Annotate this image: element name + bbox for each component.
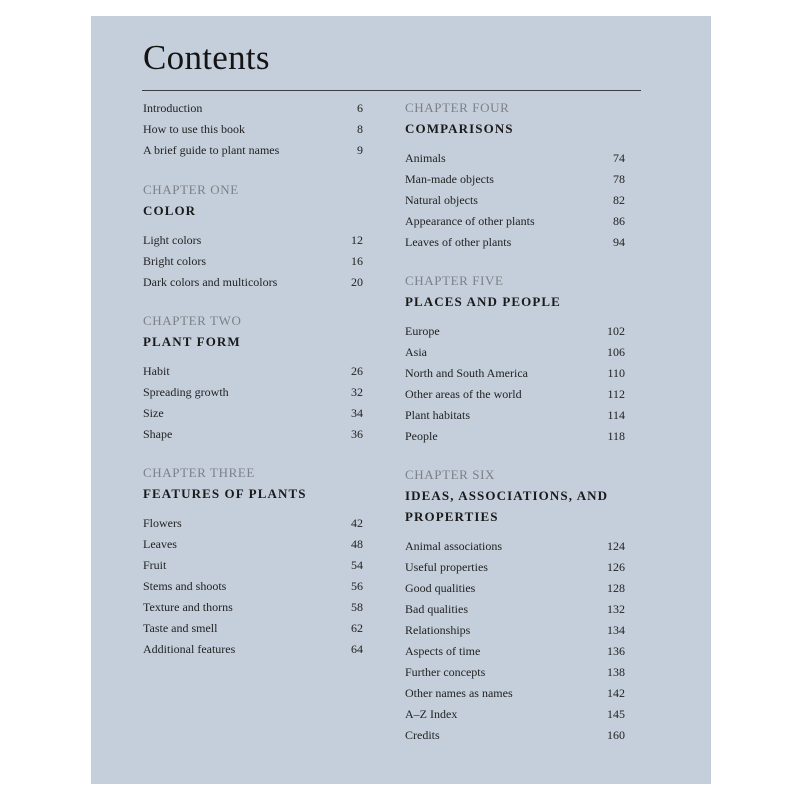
toc-entry[interactable] — [143, 639, 363, 660]
chapter-title[interactable]: IDEAS, ASSOCIATIONS, AND PROPERTIES — [405, 488, 609, 524]
entry-label: Natural objects — [405, 193, 478, 207]
toc-entry[interactable] — [405, 620, 625, 641]
chapter-title[interactable]: FEATURES OF PLANTS — [143, 486, 307, 501]
toc-entry[interactable] — [143, 119, 363, 140]
toc-entry[interactable] — [143, 403, 363, 424]
entry-label: Other names as names — [405, 686, 513, 700]
entry-label: Further concepts — [405, 665, 486, 679]
entry-page: 132 — [607, 602, 625, 616]
toc-entry[interactable] — [143, 424, 363, 445]
entry-page: 36 — [351, 427, 363, 441]
entry-page: 86 — [613, 214, 625, 228]
entry-label: Animal associations — [405, 539, 502, 553]
toc-entry[interactable] — [405, 599, 625, 620]
chapter-label: CHAPTER TWO — [143, 313, 242, 328]
entry-label: Animals — [405, 151, 446, 165]
chapter-three-section — [143, 463, 363, 660]
entry-label: Leaves — [143, 537, 177, 551]
spacer — [143, 161, 363, 180]
entry-label: Europe — [405, 324, 440, 338]
entry-label: Appearance of other plants — [405, 214, 535, 228]
toc-entry[interactable] — [143, 597, 363, 618]
toc-entry[interactable] — [405, 190, 625, 211]
entry-label: A–Z Index — [405, 707, 458, 721]
entry-page: 114 — [607, 408, 625, 422]
entry-page: 82 — [613, 193, 625, 207]
entry-page: 110 — [607, 366, 625, 380]
entry-label: Additional features — [143, 642, 236, 656]
entry-page: 136 — [607, 644, 625, 658]
entry-label: How to use this book — [143, 122, 245, 136]
toc-entry[interactable] — [143, 555, 363, 576]
entry-label: Dark colors and multicolors — [143, 275, 278, 289]
entry-label: Plant habitats — [405, 408, 470, 422]
front-matter-list — [143, 98, 363, 161]
spacer — [143, 445, 363, 463]
toc-entry[interactable] — [405, 683, 625, 704]
entry-page: 142 — [607, 686, 625, 700]
toc-entry[interactable] — [405, 363, 625, 384]
toc-entry[interactable] — [143, 230, 363, 251]
toc-entry[interactable] — [143, 272, 363, 293]
toc-entry[interactable] — [143, 513, 363, 534]
toc-entry[interactable] — [405, 232, 625, 253]
entry-label: Other areas of the world — [405, 387, 522, 401]
entry-label: Fruit — [143, 558, 167, 572]
toc-entry[interactable] — [405, 342, 625, 363]
entry-page: 118 — [607, 429, 625, 443]
toc-entry[interactable] — [143, 534, 363, 555]
toc-entry[interactable] — [405, 557, 625, 578]
entry-label: Shape — [143, 427, 173, 441]
entry-label: Texture and thorns — [143, 600, 233, 614]
entry-label: Taste and smell — [143, 621, 218, 635]
toc-entry[interactable] — [405, 211, 625, 232]
chapter-label: CHAPTER SIX — [405, 467, 496, 482]
entry-label: Bright colors — [143, 254, 206, 268]
entry-label: Asia — [405, 345, 427, 359]
entry-label: Good qualities — [405, 581, 476, 595]
entry-page: 62 — [351, 621, 363, 635]
toc-entry[interactable] — [143, 361, 363, 382]
entry-page: 9 — [357, 143, 363, 157]
entry-page: 134 — [607, 623, 625, 637]
chapter-one-section — [143, 180, 363, 293]
chapter-two-section — [143, 311, 363, 445]
toc-right-column — [405, 98, 625, 746]
entry-page: 54 — [351, 558, 363, 572]
entry-label: A brief guide to plant names — [143, 143, 280, 157]
entry-page: 56 — [351, 579, 363, 593]
chapter-title[interactable]: COLOR — [143, 203, 197, 218]
toc-entry[interactable] — [405, 405, 625, 426]
toc-entry[interactable] — [143, 618, 363, 639]
entry-page: 8 — [357, 122, 363, 136]
entry-label: Stems and shoots — [143, 579, 227, 593]
entry-page: 64 — [351, 642, 363, 656]
entry-page: 145 — [607, 707, 625, 721]
entry-label: Habit — [143, 364, 170, 378]
toc-entry[interactable] — [405, 148, 625, 169]
entry-page: 48 — [351, 537, 363, 551]
entry-label: Spreading growth — [143, 385, 229, 399]
entry-page: 126 — [607, 560, 625, 574]
entry-page: 124 — [607, 539, 625, 553]
entry-page: 16 — [351, 254, 363, 268]
chapter-five-section — [405, 271, 625, 447]
entry-page: 102 — [607, 324, 625, 338]
entry-page: 78 — [613, 172, 625, 186]
entry-page: 34 — [351, 406, 363, 420]
entry-label: Useful properties — [405, 560, 488, 574]
toc-entry[interactable] — [405, 662, 625, 683]
toc-entry[interactable] — [405, 169, 625, 190]
chapter-six-section — [405, 465, 625, 746]
chapter-title[interactable]: COMPARISONS — [405, 121, 514, 136]
chapter-label: CHAPTER FOUR — [405, 100, 510, 115]
entry-label: Credits — [405, 728, 440, 742]
title-divider — [142, 90, 641, 91]
entry-label: Aspects of time — [405, 644, 481, 658]
toc-entry[interactable] — [143, 140, 363, 161]
toc-entry[interactable] — [405, 578, 625, 599]
entry-page: 6 — [357, 101, 363, 115]
toc-left-column — [143, 98, 363, 660]
toc-entry[interactable] — [405, 536, 625, 557]
toc-entry[interactable] — [405, 426, 625, 447]
toc-entry[interactable] — [143, 576, 363, 597]
entry-label: Relationships — [405, 623, 471, 637]
toc-entry[interactable] — [143, 98, 363, 119]
entry-page: 32 — [351, 385, 363, 399]
toc-entry[interactable] — [405, 321, 625, 342]
entry-page: 106 — [607, 345, 625, 359]
entry-page: 20 — [351, 275, 363, 289]
entry-page: 128 — [607, 581, 625, 595]
chapter-four-section — [405, 98, 625, 253]
toc-entry[interactable] — [405, 384, 625, 405]
toc-entry[interactable] — [405, 641, 625, 662]
entry-label: Light colors — [143, 233, 202, 247]
chapter-title[interactable]: PLANT FORM — [143, 334, 241, 349]
chapter-label: CHAPTER ONE — [143, 182, 239, 197]
entry-page: 94 — [613, 235, 625, 249]
contents-page — [91, 16, 711, 784]
spacer — [405, 447, 625, 465]
entry-label: North and South America — [405, 366, 528, 380]
chapter-label: CHAPTER FIVE — [405, 273, 504, 288]
chapter-label: CHAPTER THREE — [143, 465, 255, 480]
entry-label: People — [405, 429, 438, 443]
entry-page: 12 — [351, 233, 363, 247]
spacer — [405, 253, 625, 271]
entry-label: Man-made objects — [405, 172, 494, 186]
entry-page: 74 — [613, 151, 625, 165]
entry-label: Bad qualities — [405, 602, 468, 616]
entry-label: Size — [143, 406, 164, 420]
entry-page: 112 — [607, 387, 625, 401]
entry-page: 138 — [607, 665, 625, 679]
toc-entry[interactable] — [405, 704, 625, 725]
toc-entry[interactable] — [143, 251, 363, 272]
chapter-title[interactable]: PLACES AND PEOPLE — [405, 294, 561, 309]
entry-page: 58 — [351, 600, 363, 614]
entry-label: Leaves of other plants — [405, 235, 512, 249]
spacer — [143, 293, 363, 311]
entry-page: 160 — [607, 728, 625, 742]
entry-label: Flowers — [143, 516, 182, 530]
entry-page: 26 — [351, 364, 363, 378]
page-title: Contents — [143, 38, 270, 77]
entry-label: Introduction — [143, 101, 203, 115]
toc-entry[interactable] — [143, 382, 363, 403]
toc-entry[interactable] — [405, 725, 625, 746]
entry-page: 42 — [351, 516, 363, 530]
